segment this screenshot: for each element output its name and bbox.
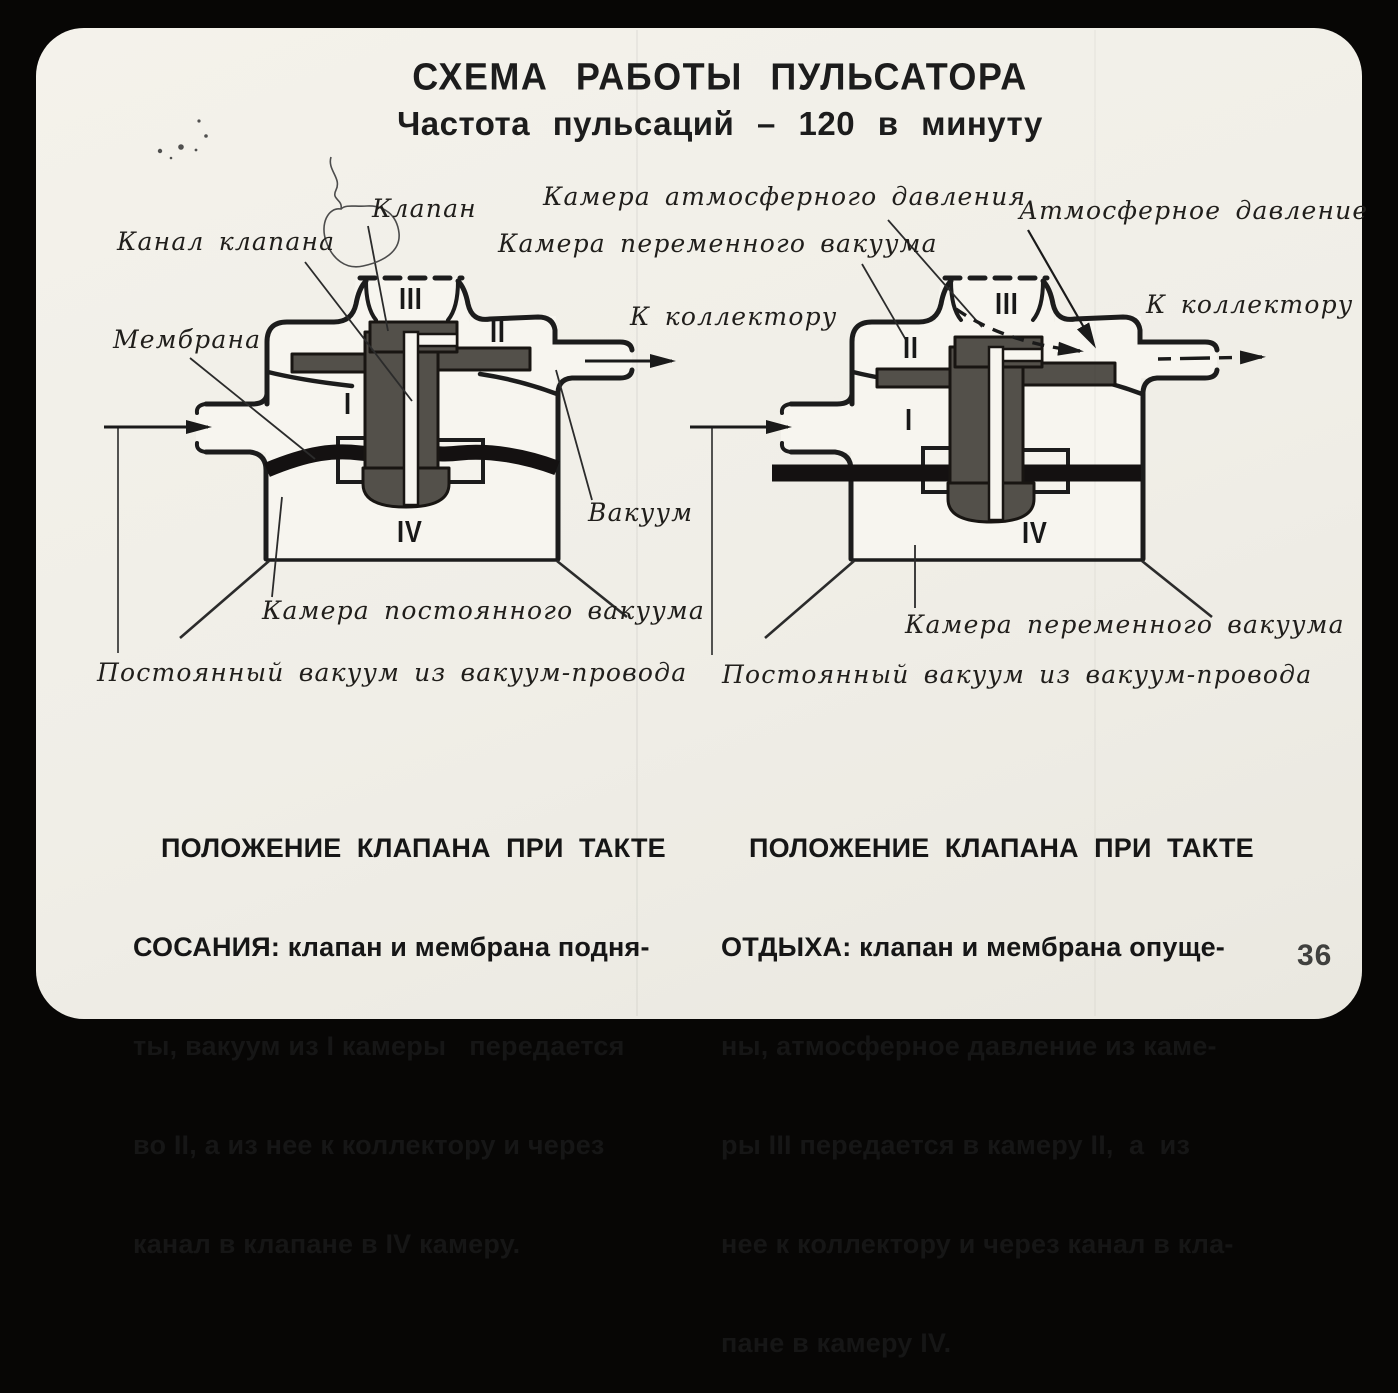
label-atmospheric-chamber: Камера атмосферного давления: [543, 182, 1027, 211]
label-valve: Клапан: [372, 194, 477, 223]
caption-line: во II, а из нее к коллектору и через: [133, 1130, 605, 1160]
slide-title: [330, 56, 1110, 143]
caption-line: ПОЛОЖЕНИЕ КЛАПАНА ПРИ ТАКТЕ: [161, 833, 666, 863]
right-chamber-i: I: [905, 402, 913, 437]
caption-line: канал в клапане в IV камеру.: [133, 1229, 521, 1259]
caption-line: ры III передается в камеру II, а из: [721, 1130, 1191, 1160]
caption-line: СОСАНИЯ: клапан и мембрана подня-: [133, 932, 650, 962]
left-chamber-ii: II: [490, 314, 506, 349]
left-pulsator-diagram: [104, 226, 672, 653]
caption-line: ПОЛОЖЕНИЕ КЛАПАНА ПРИ ТАКТЕ: [749, 833, 1254, 863]
right-chamber-ii: II: [903, 330, 919, 365]
title-line-2: Частота пульсаций – 120 в минуту: [397, 105, 1043, 142]
title-line-1: СХЕМА РАБОТЫ ПУЛЬСАТОРА: [412, 54, 1028, 98]
label-vacuum-supply-left: Постоянный вакуум из вакуум-провода: [97, 658, 688, 687]
left-chamber-iv: IV: [397, 514, 423, 549]
left-chamber-iii: III: [399, 281, 423, 316]
label-variable-vacuum-chamber-bottom: Камера переменного вакуума: [905, 610, 1345, 639]
ink-speckles: [158, 119, 208, 159]
label-constant-vacuum-chamber: Камера постоянного вакуума: [262, 596, 705, 625]
right-chamber-iv: IV: [1022, 515, 1048, 550]
label-membrane: Мембрана: [113, 325, 262, 354]
right-pulsator-diagram: [690, 220, 1262, 655]
caption-line: ОТДЫХА: клапан и мембрана опуще-: [721, 932, 1226, 962]
left-chamber-i: I: [344, 386, 352, 421]
label-atmospheric-pressure: Атмосферное давление: [1019, 196, 1369, 225]
page-number: 36: [1297, 939, 1333, 972]
label-variable-vacuum-chamber-top: Камера переменного вакуума: [498, 229, 938, 258]
label-vacuum-supply-right: Постоянный вакуум из вакуум-провода: [722, 660, 1313, 689]
caption-suction-stroke: [133, 766, 666, 1294]
label-to-collector-right: К коллектору: [1146, 290, 1354, 319]
caption-line: ны, атмосферное давление из каме-: [721, 1031, 1217, 1061]
label-valve-channel: Канал клапана: [117, 227, 336, 256]
right-chamber-iii: III: [995, 286, 1019, 321]
caption-line: ты, вакуум из I камеры передается: [133, 1031, 625, 1061]
label-vacuum: Вакуум: [588, 498, 694, 527]
caption-line: пане в камеру IV.: [721, 1328, 952, 1358]
label-to-collector-left: К коллектору: [630, 302, 838, 331]
caption-line: нее к коллектору и через канал в кла-: [721, 1229, 1234, 1259]
